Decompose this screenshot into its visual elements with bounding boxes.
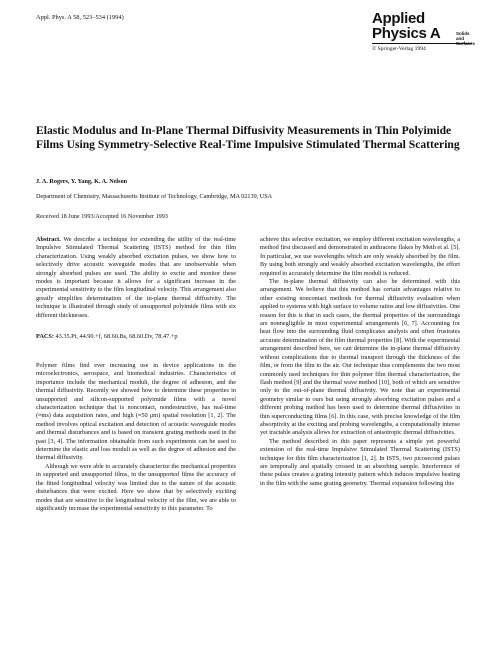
body-paragraph: Polymer films find ever increasing use in device applications in the microelectronics, aerospace, and biomedical industries. Characteristics of importance include the mechanical moduli, the degree of adhesion, and the thermal diffusivity. Recently we showed how to determine these properties in unsupported and silicon-supported polyimide films with a novel characterization technique that is noncontact, nondestructive, has real-time (≈ms) data acquisition rates, and high (≈50 μm) spatial resolution [1, 2]. The method involves optical excitation and detection of acoustic waveguide modes and thermal disturbances and is based on transient grating methods used in the past [3, 4]. The information obtainable from such experiments can be used to determine the elastic and loss moduli as well as the degree of adhesion and the thermal diffusivity. bbox=[36, 362, 236, 462]
body-paragraph: The method described in this paper represents a simple yet powerful extension of the real-time Impulsive Stimulated Thermal Scattering (ISTS) technique for thin film characterization [1, 2]. In ISTS, two picosecond pulses are temporally and spatially crossed in an absorbing sample. Interference of these pulses creates a grating intensity pattern which induces impulsive heating in the film with the same grating geometry. Thermal expansion following this bbox=[260, 437, 460, 487]
abstract-block bbox=[36, 236, 236, 320]
abstract-label: Abstract. bbox=[36, 236, 61, 243]
pacs-line bbox=[36, 333, 236, 340]
body-left-column bbox=[36, 362, 236, 513]
paper-title: Elastic Modulus and In-Plane Thermal Diffusivity Measurements in Thin Polyimide Films Using Symmetry-Selective Real-Time Impulsive Stimulated Thermal Scattering bbox=[36, 124, 460, 151]
pacs-label: PACS: bbox=[36, 333, 54, 340]
author-list: J. A. Rogers, Y. Yang, K. A. Nelson bbox=[36, 178, 128, 185]
journal-logo bbox=[372, 10, 476, 53]
affiliation: Department of Chemistry, Massachusetts Institute of Technology, Cambridge, MA 02139, USA bbox=[36, 193, 273, 200]
body-paragraph: The in-plane thermal diffusivity can also be determined with this arrangement. We believe that this method has certain advantages relative to other existing noncontact methods for thermal diffusivity evaluation when applied to systems with high surface to volume ratios and low diffusivities. One reason for this is that in such cases, the thermal properties of the surroundings are nonnegligible in most experimental arrangements [6, 7]. Accounting for heat flow into the surrounding fluid complicates analysis and often frustrates accurate determination of the film thermal properties [8]. With the experimental arrangement described here, we can determine the in-plane thermal diffusivity without complications due to thermal transport through the thickness of the film, or from the film to the air. Our technique thus complements the two most commonly used techniques for thin polymer film thermal characterization, the flash method [9] and the thermal wave method [10], both of which are sensitive only to the out-of-plane thermal diffusivity. We note that an experimental geometry similar to ours but using strongly absorbing excitation pulses and a different probing method has been used to determine thermal diffusivities in thin superconducting films [6]. In this case, with precise knowledge of the film absorptivity at the exciting and probing wavelengths, a computationally intense yet tractable analysis allows for extraction of anisotropic thermal diffusivities. bbox=[260, 278, 460, 437]
journal-sub-solids: Solids bbox=[456, 31, 470, 36]
journal-citation: Appl. Phys. A 58, 523–534 (1994) bbox=[36, 14, 124, 21]
journal-sub-and: and bbox=[456, 36, 465, 41]
journal-sub-surfaces: Surfaces bbox=[456, 41, 476, 46]
received-dates: Received 18 June 1993/Accepted 16 November 1993 bbox=[36, 213, 168, 220]
pacs-codes: 43.35.Pt, 44.90.+f, 68.60.Bs, 68.60.Dv, 78.47.+p bbox=[55, 333, 178, 340]
journal-name-line2: Physics A bbox=[372, 25, 441, 42]
abstract-paragraph bbox=[36, 236, 236, 320]
copyright-line: © Springer-Verlag 1994 bbox=[372, 46, 426, 53]
body-paragraph: Although we were able to accurately characterize the mechanical properties in supported and unsupported films, in the unsupported films the accuracy of the fitted longitudinal velocity was limited due to the nature of the acoustic disturbances that were excited. Here we show that by selectively exciting modes that are sensitive to the longitudinal velocity of the film, we are able to significantly increase the experimental sensitivity to this parameter. To bbox=[36, 462, 236, 512]
body-right-column bbox=[260, 236, 460, 488]
body-paragraph: achieve this selective excitation, we employ different excitation wavelengths, a method first discussed and demonstrated in anthracene flakes by Meth et al. [5]. In particular, we use wavelengths which are only weakly absorbed by the film. By using both strongly and weakly absorbed excitation wavelengths, the effort required to accurately determine the film moduli is reduced. bbox=[260, 236, 460, 277]
journal-subtitle bbox=[456, 31, 475, 46]
journal-name-line1: Applied bbox=[372, 10, 425, 27]
abstract-text: We describe a technique for extending the utility of the real-time Impulsive Stimulated Thermal Scattering (ISTS) method for thin film characterization. Using weakly absorbed excitation pulses, we show how to selectively drive acoustic waveguide modes that are unobservable when strongly absorbed pulses are used. The ability to excite and monitor these modes is important because it allows for a significant increase in the experimental sensitivity to the film longitudinal velocity. This arrangement also greatly simplifies determination of the in-plane thermal diffusivity. The technique is illustrated through study of unsupported polyimide films with six different thicknesses. bbox=[36, 236, 237, 319]
